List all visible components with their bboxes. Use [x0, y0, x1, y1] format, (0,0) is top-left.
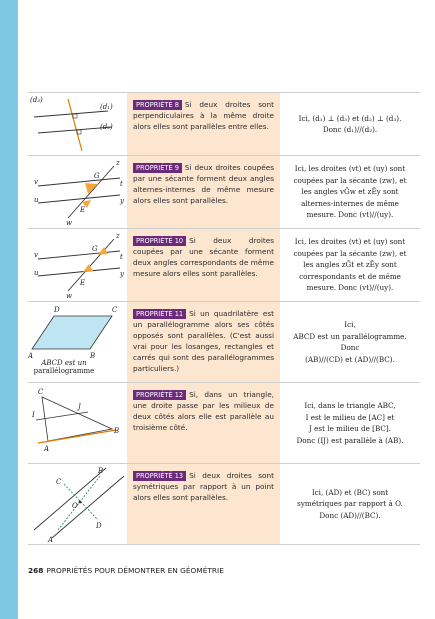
label-G: G — [92, 245, 98, 253]
example-text — [280, 302, 420, 382]
property-text — [127, 383, 280, 463]
property-statement: Si, dans un triangle, une droite passe par les milieux de deux côtés alors elle est parallèle au troisième côté. — [133, 390, 274, 432]
label-I: I — [32, 411, 35, 419]
page-number: 268 — [28, 566, 44, 575]
property-badge: PROPRIÉTÉ 13 — [133, 471, 186, 481]
property-text — [127, 93, 280, 155]
example-line: mesure. Donc (vt)//(uy). — [306, 210, 394, 220]
label-A: A — [48, 536, 54, 544]
label-d2: (d₂) — [100, 123, 113, 131]
label-u: u — [34, 269, 39, 277]
properties-table — [28, 92, 420, 545]
property-row-13 — [28, 464, 420, 545]
label-D: D — [54, 306, 60, 314]
page-title: PROPRIÉTÉS POUR DÉMONTRER EN GÉOMÉTRIE — [46, 566, 224, 575]
figure-alternate-angles — [28, 156, 127, 228]
label-w: w — [66, 219, 72, 227]
label-v: v — [34, 251, 38, 259]
example-line: Donc — [340, 343, 360, 352]
example-line: Donc (IJ) est parallèle à (AB). — [296, 435, 404, 445]
property-statement: Si deux droites sont symétriques par rapport à un point alors elles sont parallèles. — [133, 471, 274, 502]
property-row-11 — [28, 302, 420, 383]
property-row-10 — [28, 229, 420, 302]
example-line: J est le milieu de [BC]. — [309, 424, 391, 433]
figure-perpendicular-lines — [28, 93, 127, 155]
property-badge: PROPRIÉTÉ 9 — [133, 163, 182, 173]
example-line: ABCD est un parallélogramme. — [293, 331, 407, 341]
example-line: coupées par la sécante (zw), et — [293, 248, 407, 258]
property-badge: PROPRIÉTÉ 8 — [133, 100, 182, 110]
label-z: z — [116, 232, 120, 240]
example-text — [280, 464, 420, 544]
property-text — [127, 464, 280, 544]
figure-corresponding-angles — [28, 229, 127, 301]
label-u: u — [34, 196, 39, 204]
property-statement: Si deux droites coupées par une sécante forment deux angles correspondants de même mesure alors elles sont parallèles. — [133, 236, 274, 278]
example-line: les angles zĜt et zÊy sont — [303, 260, 397, 270]
page-footer — [28, 566, 224, 575]
label-C: C — [38, 388, 44, 396]
example-line: les angles vĜw et zÊy sont — [301, 187, 399, 197]
property-badge: PROPRIÉTÉ 12 — [133, 390, 186, 400]
label-A: A — [44, 445, 50, 453]
property-statement: Si un quadrilatère est un parallélogramme alors ses côtés opposés sont parallèles. (C'est aussi vrai pour les losanges, rectangles et carrés qui sont des parallélogrammes particuliers.) — [133, 309, 274, 373]
example-line: Ici, les droites (vt) et (uy) sont — [294, 164, 406, 174]
example-line: Ici, (d₁) ⊥ (d₃) et (d₂) ⊥ (d₃). — [298, 113, 402, 123]
example-line: Ici, les droites (vt) et (uy) sont — [294, 237, 406, 247]
example-line: correspondants et de même — [299, 271, 401, 281]
figure-parallelogram — [28, 302, 127, 382]
property-badge: PROPRIÉTÉ 10 — [133, 236, 186, 246]
label-w: w — [66, 292, 72, 300]
label-E: E — [80, 206, 86, 214]
example-line: (AB)//(CD) et (AD)//(BC). — [305, 354, 395, 364]
label-v: v — [34, 178, 38, 186]
label-B: B — [114, 427, 120, 435]
property-statement: Si deux droites coupées par une sécante forment deux angles alternes-internes de même mesure alors elles sont parallèles. — [133, 163, 274, 205]
caption-line: ABCD est un — [41, 359, 87, 367]
figure-triangle-midpoints — [28, 383, 127, 463]
property-row-12 — [28, 383, 420, 464]
label-E: E — [80, 279, 86, 287]
property-row-8 — [28, 92, 420, 156]
property-row-9 — [28, 156, 420, 229]
example-line: alternes-internes de même — [301, 198, 399, 208]
example-line: Ici, (AD) et (BC) sont — [311, 487, 389, 497]
example-line: mesure. Donc (vt)//(uy). — [306, 283, 394, 293]
label-t: t — [120, 253, 123, 261]
label-t: t — [120, 180, 123, 188]
label-B: B — [90, 352, 96, 360]
example-text — [280, 229, 420, 301]
property-text — [127, 302, 280, 382]
label-d3: (d₃) — [30, 96, 43, 104]
label-A: A — [28, 352, 34, 360]
label-d1: (d₁) — [100, 103, 113, 111]
example-line: Donc (AD)//(BC). — [319, 510, 381, 520]
label-y: y — [120, 270, 124, 278]
example-line: Donc (d₁)//(d₂). — [322, 125, 378, 134]
figure-caption — [32, 359, 96, 375]
property-statement: Si deux droites sont perpendiculaires à la même droite alors elles sont parallèles entre elles. — [133, 100, 274, 131]
example-line: coupées par la sécante (zw), et — [293, 175, 407, 185]
label-D: D — [96, 522, 102, 530]
example-line: I est le milieu de [AC] et — [305, 412, 395, 422]
label-z: z — [116, 159, 120, 167]
label-O: O — [72, 502, 78, 510]
example-line: Ici, — [344, 320, 356, 329]
property-badge: PROPRIÉTÉ 11 — [133, 309, 186, 319]
caption-line: parallélogramme — [33, 367, 95, 375]
example-text — [280, 383, 420, 463]
label-B: B — [98, 467, 104, 475]
property-text — [127, 156, 280, 228]
property-text — [127, 229, 280, 301]
example-line: Ici, dans le triangle ABC, — [304, 401, 396, 410]
label-C: C — [112, 306, 118, 314]
example-text — [280, 156, 420, 228]
side-color-bar — [0, 0, 18, 619]
label-J: J — [78, 403, 81, 411]
label-C: C — [56, 478, 62, 486]
label-y: y — [120, 197, 124, 205]
label-G: G — [94, 172, 100, 180]
example-text — [280, 93, 420, 155]
figure-point-symmetry — [28, 464, 127, 544]
example-line: symétriques par rapport à O. — [297, 499, 403, 509]
